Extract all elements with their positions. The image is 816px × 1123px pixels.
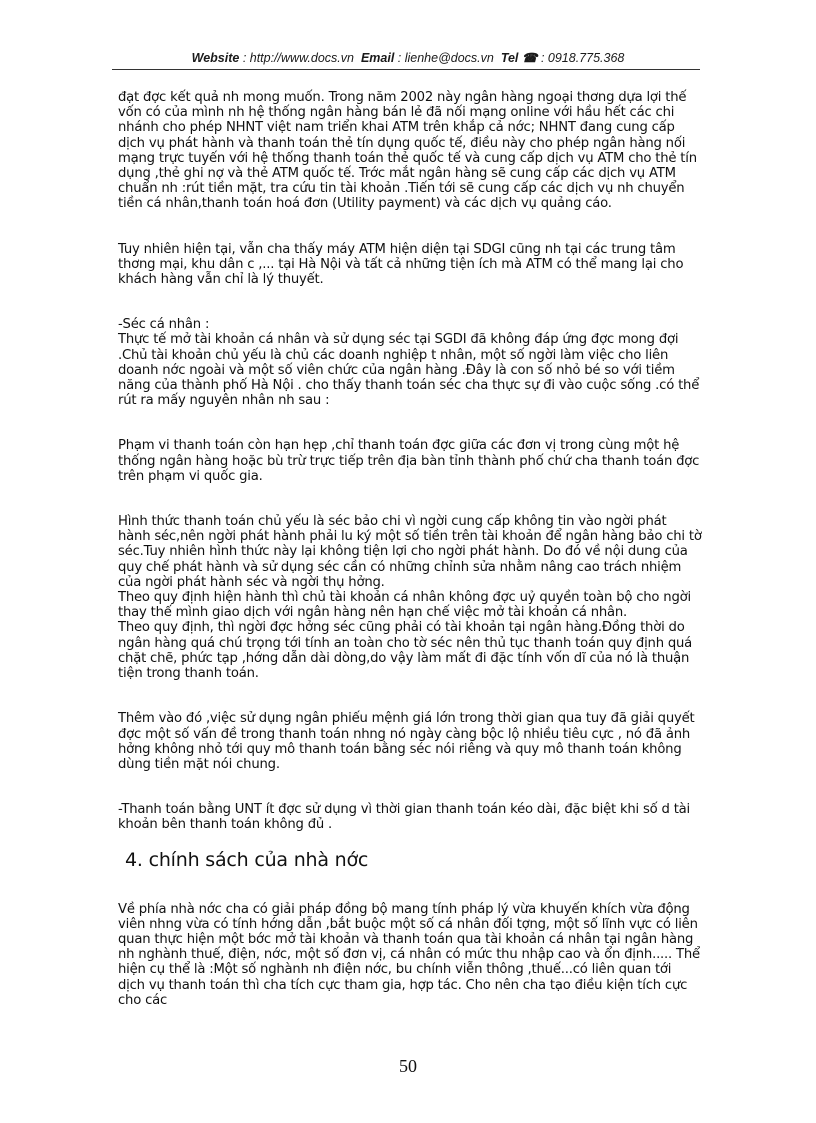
paragraph-bank-notes: Thêm vào đó ,việc sử dụng ngân phiếu mệnh giá lớn trong thời gian qua tuy đã giải quyết đợc một số vấn đề trong thanh toán nhng nó ngày càng bộc lộ nhiều tiêu cực , nó đã ảnh hởng không nhỏ tới quy mô thanh toán bằng séc nói riêng và quy mô thanh toán không dùng tiền mặt nói chung. [118, 711, 695, 772]
website-label: Website [191, 51, 240, 65]
paragraph-state-policy: Về phía nhà nớc cha có giải pháp đồng bộ mang tính pháp lý vừa khuyến khích vừa động viên nhng vừa có tính hớng dẫn ,bắt buộc một số cá nhân đối tợng, một số lĩnh vực có liên quan thực hiện một bớc mở tài khoản và thanh toán qua tài khoản cá nhân tại ngân hàng nh nghành thuế, điện, nớc, một số đơn vị, cá nhân có mức thu nhập cao và ổn định..... Thể hiện cụ thể là :Một số nghành nh điện nớc, bu chính viễn thông ,thuế...có liên quan tới dịch vụ thanh toán thì cha tích cực tham gia, hợp tác. Cho nên cha tạo điều kiện tích cực cho các [118, 901, 700, 1008]
spacer [118, 772, 702, 802]
paragraph-unt: -Thanh toán bằng UNT ít đợc sử dụng vì thời gian thanh toán kéo dài, đặc biệt khi số d tài khoản bên thanh toán không đủ . [118, 802, 691, 833]
page-header [0, 50, 816, 65]
paragraph-cheque-reality: Thực tế mở tài khoản cá nhân và sử dụng séc tại SGDI đã không đáp ứng đợc mong đợi .Chủ tài khoản chủ yếu là chủ các doanh nghiệp t nhân, một số ngời làm việc cho liên doanh nớc ngoài và một số viên chức của ngân hàng .Đây là con số nhỏ bé so với tiềm năng của thành phố Hà Nội . cho thấy thanh toán séc cha thực sự đi vào cuộc sống .có thể rút ra mấy nguyên nhân nh sau : [118, 332, 700, 409]
spacer [118, 681, 702, 711]
paragraph-scope: Phạm vi thanh toán còn hạn hẹp ,chỉ thanh toán đợc giữa các đơn vị trong cùng một hệ thống ngân hàng hoặc bù trừ trực tiếp trên địa bàn tỉnh thành phố chứ cha thanh toán đợc trên phạm vi quốc gia. [118, 438, 700, 484]
paragraph-form: Hình thức thanh toán chủ yếu là séc bảo chi vì ngời cung cấp không tin vào ngời phát hành séc,nên ngời phát hành phải lu ký một số tiền trên tài khoản để ngân hàng bảo chi tờ séc.Tuy nhiên hình thức này lại không tiện lợi cho ngời phát hành. Do đó về nội dung của quy chế phát hành và sử dụng séc cần có những chỉnh sửa nhằm nâng cao trách nhiệm của ngời phát hành séc và ngời thụ hởng. [118, 514, 702, 590]
header-divider [112, 69, 700, 70]
paragraph-beneficiary: Theo quy định, thì ngời đợc hởng séc cũng phải có tài khoản tại ngân hàng.Đồng thời do ngân hàng quá chú trọng tới tính an toàn cho tờ séc nên thủ tục thanh toán quy định quá chặt chẽ, phức tạp ,hớng dẫn dài dòng,do vậy làm mất đi đặc tính vốn dĩ của nó là thuận tiện trong thanh toán. [118, 620, 693, 682]
paragraph-regulation: Theo quy định hiện hành thì chủ tài khoản cá nhân không đợc uỷ quyền toàn bộ cho ngời thay thế mình giao dịch với ngân hàng nên hạn chế việc mở tài khoản cá nhân. [118, 590, 691, 621]
spacer [118, 872, 702, 902]
email-label: Email [360, 51, 395, 65]
spacer [118, 212, 702, 242]
page-number: 50 [399, 1056, 417, 1076]
spacer [118, 287, 702, 317]
paragraph-atm-results: đạt đợc kết quả nh mong muốn. Trong năm 2002 này ngân hàng ngoại thơng dựa lợi thế vốn có của mình nh hệ thống ngân hàng bán lẻ đã nối mạng online với hầu hết các chi nhánh cho phép NHNT việt nam triển khai ATM trên khắp cả nớc; NHNT đang cung cấp dịch vụ phát hành và thanh toán thẻ tín dụng quốc tế, điều này cho phép ngân hàng nối mạng trực tuyến với hệ thống thanh toán thẻ quốc tế và cung cấp dịch vụ ATM cho thẻ tín dụng ,thẻ ghi nợ và thẻ ATM quốc tế. Trớc mắt ngân hàng sẽ cung cấp các dịch vụ ATM chuẩn nh :rút tiền mặt, tra cứu tin tài khoản .Tiến tới sẽ cung cấp các dịch vụ nh chuyển tiền cá nhân,thanh toán hoá đơn (Utility payment) và các dịch vụ quảng cáo. [118, 90, 697, 212]
spacer [118, 833, 702, 848]
paragraph-atm-reality: Tuy nhiên hiện tại, vẫn cha thấy máy ATM hiện diện tại SDGI cũng nh tại các trung tâm thơng mại, khu dân c ,... tại Hà Nội và tất cả những tiện ích mà ATM có thể mang lại cho khách hàng vẫn chỉ là lý thuyết. [118, 241, 684, 288]
website-value[interactable]: : http://www.docs.vn [242, 51, 354, 65]
spacer [118, 484, 702, 514]
tel-value: : 0918.775.368 [540, 51, 625, 65]
section-heading: 4. chính sách của nhà nớc [125, 848, 369, 871]
tel-label: Tel ☎ [500, 51, 538, 65]
paragraph-cheque-title: -Séc cá nhân : [118, 317, 210, 333]
spacer [118, 408, 702, 438]
email-value[interactable]: : lienhe@docs.vn [397, 51, 494, 65]
document-body [118, 90, 702, 1008]
